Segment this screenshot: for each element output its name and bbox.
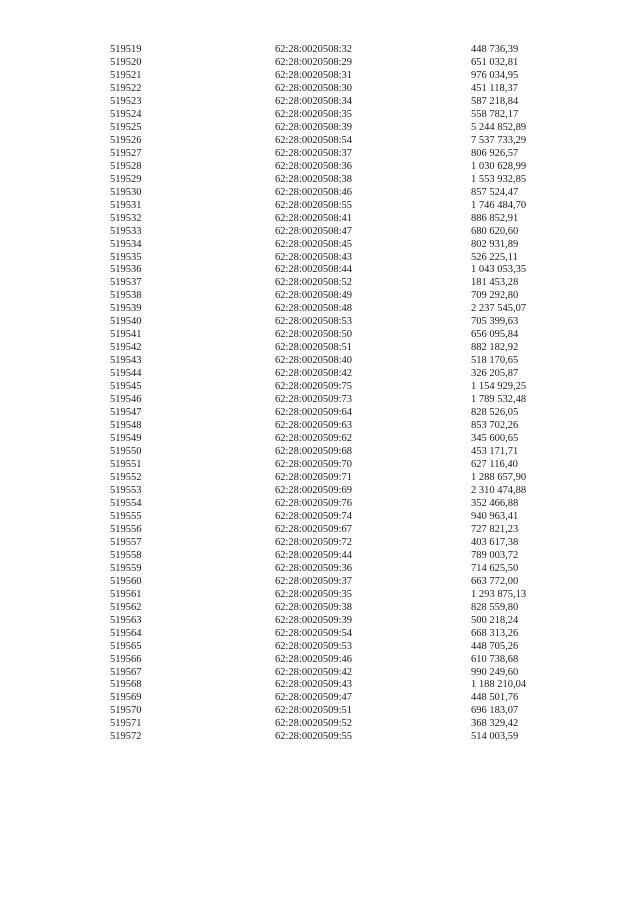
cadastral-value-cell: 448 736,39: [471, 44, 519, 55]
cadastral-number-cell: 62:28:0020508:47: [275, 225, 353, 237]
cadastral-value-cell: 828 526,05: [471, 407, 519, 419]
cadastral-number-cell: 62:28:0020508:53: [275, 316, 353, 328]
cadastral-value-cell: 789 003,72: [471, 549, 519, 561]
cadastral-value-cell: 990 249,60: [471, 666, 519, 678]
cadastral-value-cell: 514 003,59: [471, 731, 519, 743]
table-row: [110, 290, 571, 303]
cadastral-value-cell: 1 288 657,90: [471, 471, 527, 483]
cadastral-number-cell: 62:28:0020508:51: [275, 342, 353, 354]
cadastral-number-cell: 62:28:0020509:39: [275, 614, 353, 626]
row-number-cell: 519559: [110, 562, 142, 574]
cadastral-value-cell: 627 116,40: [471, 459, 518, 470]
cadastral-value-cell: 882 182,92: [471, 342, 519, 354]
cadastral-number-cell: 62:28:0020509:53: [275, 640, 353, 652]
cadastral-number-cell: 62:28:0020509:69: [275, 484, 353, 496]
cadastral-number-cell: 62:28:0020508:43: [275, 251, 353, 263]
row-number-cell: 519544: [110, 368, 142, 380]
cadastral-value-cell: 448 705,26: [471, 640, 519, 652]
table-row: [110, 679, 571, 692]
row-number-cell: 519553: [110, 484, 142, 496]
cadastral-value-cell: 558 782,17: [471, 108, 519, 120]
cadastral-number-cell: 62:28:0020508:54: [275, 134, 353, 146]
cadastral-number-cell: 62:28:0020508:34: [275, 95, 353, 107]
cadastral-number-cell: 62:28:0020508:48: [275, 303, 353, 315]
cadastral-value-cell: 857 524,47: [471, 186, 519, 198]
cadastral-number-cell: 62:28:0020508:49: [275, 290, 353, 302]
cadastral-number-cell: 62:28:0020509:36: [275, 562, 353, 574]
cadastral-number-cell: 62:28:0020509:74: [275, 510, 353, 522]
table-row: [110, 641, 571, 654]
cadastral-number-cell: 62:28:0020508:40: [275, 355, 353, 367]
row-number-cell: 519557: [110, 536, 142, 548]
table-row: [110, 122, 571, 135]
row-number-cell: 519547: [110, 407, 142, 419]
row-number-cell: 519521: [110, 69, 142, 81]
table-row: [110, 589, 571, 602]
row-number-cell: 519555: [110, 510, 142, 522]
row-number-cell: 519526: [110, 134, 142, 146]
cadastral-number-cell: 62:28:0020508:41: [275, 212, 353, 224]
row-number-cell: 519551: [110, 459, 142, 470]
table-row: [110, 602, 571, 615]
cadastral-number-cell: 62:28:0020509:67: [275, 523, 353, 535]
row-number-cell: 519543: [110, 355, 142, 367]
cadastral-number-cell: 62:28:0020509:64: [275, 407, 353, 419]
cadastral-value-cell: 1 746 484,70: [471, 199, 527, 211]
cadastral-number-cell: 62:28:0020509:72: [275, 536, 353, 548]
row-number-cell: 519567: [110, 666, 142, 678]
table-row: [110, 705, 571, 718]
cadastral-number-cell: 62:28:0020508:30: [275, 82, 353, 94]
row-number-cell: 519524: [110, 108, 142, 120]
cadastral-value-cell: 709 292,80: [471, 290, 519, 302]
table-row: [110, 83, 571, 96]
table-row: [110, 628, 571, 641]
cadastral-number-cell: 62:28:0020509:75: [275, 381, 353, 393]
table-row: [110, 563, 571, 576]
cadastral-value-cell: 886 852,91: [471, 212, 519, 224]
cadastral-value-cell: 727 821,23: [471, 523, 519, 535]
row-number-cell: 519568: [110, 679, 142, 691]
cadastral-value-cell: 587 218,84: [471, 95, 519, 107]
cadastral-value-cell: 1 553 932,85: [471, 173, 527, 185]
row-number-cell: 519520: [110, 56, 142, 68]
cadastral-value-cell: 453 171,71: [471, 446, 519, 458]
row-number-cell: 519529: [110, 173, 142, 185]
row-number-cell: 519535: [110, 251, 142, 263]
cadastral-value-cell: 651 032,81: [471, 56, 519, 68]
row-number-cell: 519528: [110, 160, 142, 172]
table-row: [110, 511, 571, 524]
cadastral-number-cell: 62:28:0020509:51: [275, 705, 353, 717]
cadastral-value-cell: 668 313,26: [471, 627, 519, 639]
table-row: [110, 692, 571, 705]
cadastral-value-cell: 2 310 474,88: [471, 484, 527, 496]
row-number-cell: 519561: [110, 588, 142, 600]
row-number-cell: 519536: [110, 264, 142, 276]
row-number-cell: 519565: [110, 640, 142, 652]
row-number-cell: 519522: [110, 82, 142, 94]
row-number-cell: 519560: [110, 575, 142, 587]
cadastral-number-cell: 62:28:0020508:46: [275, 186, 353, 198]
table-row: [110, 667, 571, 680]
row-number-cell: 519562: [110, 601, 142, 613]
row-number-cell: 519569: [110, 692, 142, 704]
cadastral-value-cell: 7 537 733,29: [471, 134, 527, 146]
table-row: [110, 615, 571, 628]
table-row: [110, 213, 571, 226]
row-number-cell: 519564: [110, 627, 142, 639]
row-number-cell: 519537: [110, 277, 142, 289]
table-row: [110, 394, 571, 407]
row-number-cell: 519525: [110, 121, 142, 133]
cadastral-value-cell: 451 118,37: [471, 82, 518, 94]
row-number-cell: 519550: [110, 446, 142, 458]
table-row: [110, 252, 571, 265]
cadastral-value-cell: 352 466,88: [471, 497, 519, 509]
row-number-cell: 519541: [110, 329, 142, 341]
table-row: [110, 407, 571, 420]
cadastral-number-cell: 62:28:0020509:73: [275, 394, 353, 406]
table-row: [110, 537, 571, 550]
table-row: [110, 576, 571, 589]
table-row: [110, 654, 571, 667]
cadastral-number-cell: 62:28:0020509:43: [275, 679, 353, 691]
cadastral-number-cell: 62:28:0020509:54: [275, 627, 353, 639]
row-number-cell: 519538: [110, 290, 142, 302]
row-number-cell: 519545: [110, 381, 142, 393]
cadastral-value-cell: 326 205,87: [471, 368, 519, 380]
table-row: [110, 109, 571, 122]
cadastral-value-cell: 526 225,11: [471, 251, 518, 263]
cadastral-value-cell: 828 559,80: [471, 601, 519, 613]
cadastral-number-cell: 62:28:0020509:44: [275, 549, 353, 561]
row-number-cell: 519546: [110, 394, 142, 406]
cadastral-value-cell: 696 183,07: [471, 705, 519, 717]
table-row: [110, 161, 571, 174]
cadastral-value-cell: 663 772,00: [471, 575, 519, 587]
table-row: [110, 329, 571, 342]
cadastral-value-cell: 680 620,60: [471, 225, 519, 237]
table-row: [110, 303, 571, 316]
row-number-cell: 519523: [110, 95, 142, 107]
table-row: [110, 277, 571, 290]
cadastral-number-cell: 62:28:0020508:32: [275, 44, 353, 55]
cadastral-number-cell: 62:28:0020509:42: [275, 666, 353, 678]
cadastral-number-cell: 62:28:0020509:62: [275, 433, 353, 445]
row-number-cell: 519558: [110, 549, 142, 561]
table-row: [110, 718, 571, 731]
table-row: [110, 485, 571, 498]
table-row: [110, 368, 571, 381]
cadastral-number-cell: 62:28:0020509:63: [275, 420, 353, 432]
cadastral-number-cell: 62:28:0020509:37: [275, 575, 353, 587]
table-row: [110, 57, 571, 70]
table-row: [110, 731, 571, 744]
cadastral-value-cell: 940 963,41: [471, 510, 519, 522]
table-row: [110, 381, 571, 394]
row-number-cell: 519554: [110, 497, 142, 509]
cadastral-number-cell: 62:28:0020508:38: [275, 173, 353, 185]
cadastral-number-cell: 62:28:0020508:45: [275, 238, 353, 250]
cadastral-number-cell: 62:28:0020508:55: [275, 199, 353, 211]
table-row: [110, 498, 571, 511]
cadastral-number-cell: 62:28:0020508:37: [275, 147, 353, 159]
cadastral-value-cell: 518 170,65: [471, 355, 519, 367]
cadastral-value-cell: 806 926,57: [471, 147, 519, 159]
table-row: [110, 70, 571, 83]
row-number-cell: 519549: [110, 433, 142, 445]
row-number-cell: 519556: [110, 523, 142, 535]
table-row: [110, 174, 571, 187]
row-number-cell: 519552: [110, 471, 142, 483]
row-number-cell: 519572: [110, 731, 142, 743]
row-number-cell: 519570: [110, 705, 142, 717]
cadastral-value-cell: 500 218,24: [471, 614, 519, 626]
table-row: [110, 355, 571, 368]
cadastral-value-cell: 853 702,26: [471, 420, 519, 432]
cadastral-value-cell: 403 617,38: [471, 536, 519, 548]
cadastral-value-cell: 181 453,28: [471, 277, 519, 289]
table-row: [110, 264, 571, 277]
cadastral-value-cell: 448 501,76: [471, 692, 519, 704]
table-row: [110, 135, 571, 148]
row-number-cell: 519542: [110, 342, 142, 354]
cadastral-number-cell: 62:28:0020509:71: [275, 471, 353, 483]
cadastral-number-cell: 62:28:0020509:68: [275, 446, 353, 458]
row-number-cell: 519530: [110, 186, 142, 198]
table-row: [110, 420, 571, 433]
cadastral-number-cell: 62:28:0020509:70: [275, 459, 353, 470]
cadastral-value-table: [110, 44, 571, 744]
cadastral-value-cell: 1 043 053,35: [471, 264, 527, 276]
row-number-cell: 519548: [110, 420, 142, 432]
cadastral-number-cell: 62:28:0020509:35: [275, 588, 353, 600]
cadastral-number-cell: 62:28:0020508:35: [275, 108, 353, 120]
cadastral-value-cell: 368 329,42: [471, 718, 519, 730]
cadastral-value-cell: 802 931,89: [471, 238, 519, 250]
cadastral-number-cell: 62:28:0020508:44: [275, 264, 353, 276]
cadastral-value-cell: 610 738,68: [471, 653, 519, 665]
row-number-cell: 519532: [110, 212, 142, 224]
cadastral-value-cell: 1 789 532,48: [471, 394, 527, 406]
row-number-cell: 519571: [110, 718, 142, 730]
table-row: [110, 187, 571, 200]
table-row: [110, 316, 571, 329]
table-row: [110, 96, 571, 109]
table-row: [110, 446, 571, 459]
table-row: [110, 239, 571, 252]
cadastral-value-cell: 345 600,65: [471, 433, 519, 445]
table-row: [110, 550, 571, 563]
cadastral-number-cell: 62:28:0020508:50: [275, 329, 353, 341]
row-number-cell: 519566: [110, 653, 142, 665]
cadastral-number-cell: 62:28:0020509:38: [275, 601, 353, 613]
table-row: [110, 524, 571, 537]
cadastral-number-cell: 62:28:0020509:46: [275, 653, 353, 665]
row-number-cell: 519533: [110, 225, 142, 237]
row-number-cell: 519527: [110, 147, 142, 159]
cadastral-number-cell: 62:28:0020509:55: [275, 731, 353, 743]
cadastral-number-cell: 62:28:0020508:36: [275, 160, 353, 172]
cadastral-number-cell: 62:28:0020508:39: [275, 121, 353, 133]
table-row: [110, 44, 571, 57]
cadastral-value-cell: 1 293 875,13: [471, 588, 527, 600]
cadastral-number-cell: 62:28:0020508:29: [275, 56, 353, 68]
cadastral-number-cell: 62:28:0020509:52: [275, 718, 353, 730]
table-row: [110, 226, 571, 239]
cadastral-value-cell: 714 625,50: [471, 562, 519, 574]
table-row: [110, 148, 571, 161]
cadastral-value-cell: 1 188 210,04: [471, 679, 527, 691]
row-number-cell: 519539: [110, 303, 142, 315]
cadastral-value-cell: 5 244 852,89: [471, 121, 527, 133]
cadastral-value-cell: 656 095,84: [471, 329, 519, 341]
row-number-cell: 519563: [110, 614, 142, 626]
table-row: [110, 459, 571, 472]
cadastral-number-cell: 62:28:0020509:47: [275, 692, 353, 704]
cadastral-value-cell: 1 030 628,99: [471, 160, 527, 172]
table-body: [110, 44, 571, 744]
table-row: [110, 342, 571, 355]
row-number-cell: 519519: [110, 44, 142, 55]
table-row: [110, 472, 571, 485]
table-row: [110, 433, 571, 446]
cadastral-number-cell: 62:28:0020508:31: [275, 69, 353, 81]
cadastral-value-cell: 2 237 545,07: [471, 303, 527, 315]
cadastral-value-cell: 1 154 929,25: [471, 381, 527, 393]
row-number-cell: 519531: [110, 199, 142, 211]
cadastral-number-cell: 62:28:0020508:42: [275, 368, 353, 380]
cadastral-number-cell: 62:28:0020508:52: [275, 277, 353, 289]
table-row: [110, 200, 571, 213]
cadastral-value-cell: 705 399,63: [471, 316, 519, 328]
cadastral-value-cell: 976 034,95: [471, 69, 519, 81]
row-number-cell: 519540: [110, 316, 142, 328]
row-number-cell: 519534: [110, 238, 142, 250]
cadastral-number-cell: 62:28:0020509:76: [275, 497, 353, 509]
